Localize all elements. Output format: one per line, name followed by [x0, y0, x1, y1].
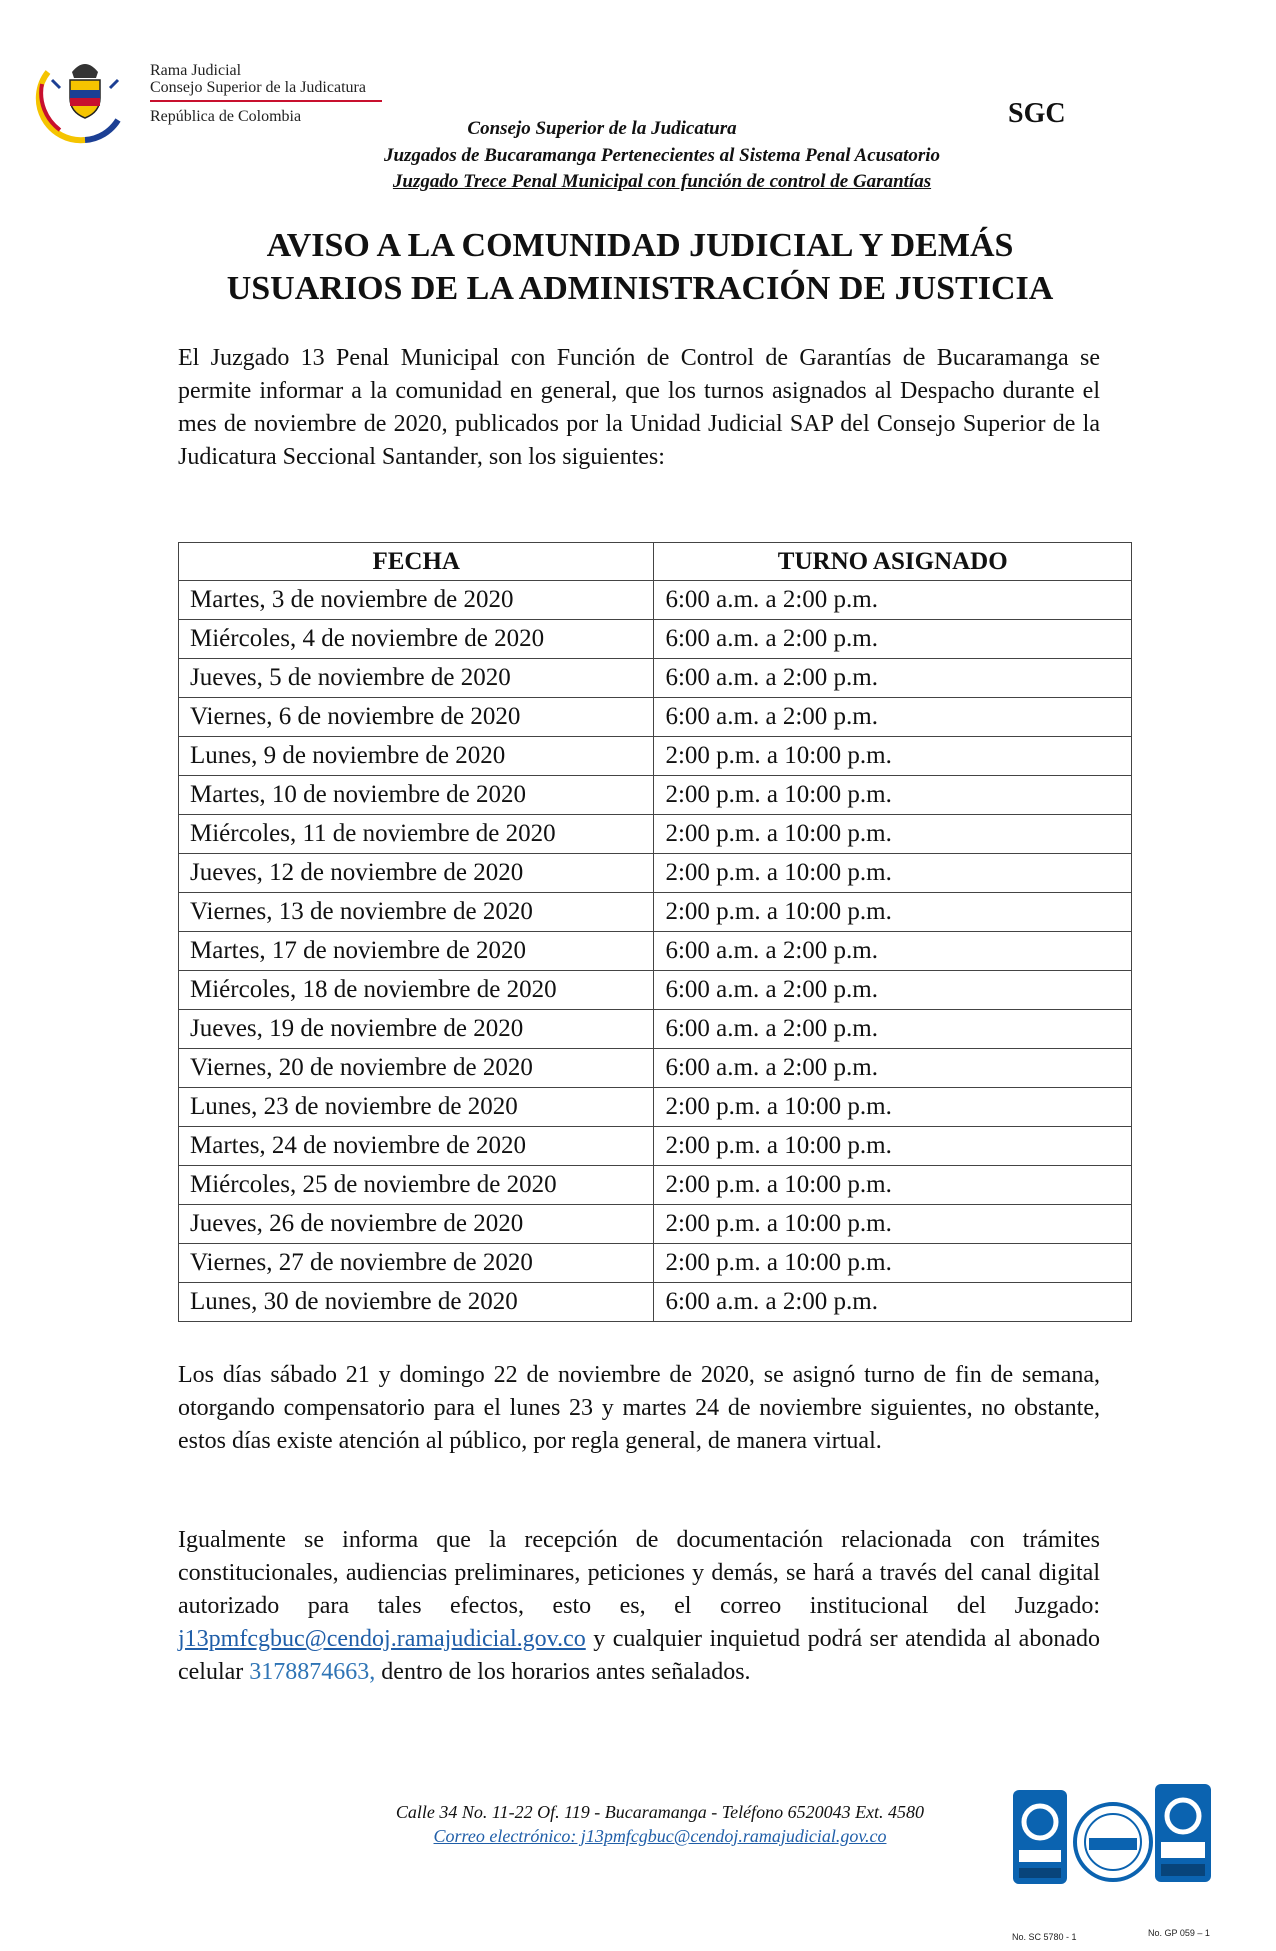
table-row	[179, 1049, 1132, 1088]
table-row	[179, 737, 1132, 776]
fecha-cell: Martes, 24 de noviembre de 2020	[179, 1127, 654, 1166]
fecha-cell: Miércoles, 4 de noviembre de 2020	[179, 620, 654, 659]
fecha-cell: Lunes, 23 de noviembre de 2020	[179, 1088, 654, 1127]
intro-paragraph: El Juzgado 13 Penal Municipal con Función de Control de Garantías de Bucaramanga se permite informar a la comunidad en general, que los turnos asignados al Despacho durante el mes de noviembre de 2020, publicados por la Unidad Judicial SAP del Consejo Superior de la Judicatura Seccional Santander, son los siguientes:	[178, 345, 1100, 470]
fecha-cell: Viernes, 6 de noviembre de 2020	[179, 698, 654, 737]
fecha-cell: Viernes, 13 de noviembre de 2020	[179, 893, 654, 932]
turno-cell: 2:00 p.m. a 10:00 p.m.	[654, 737, 1132, 776]
turno-cell: 2:00 p.m. a 10:00 p.m.	[654, 815, 1132, 854]
header-fecha: FECHA	[179, 543, 654, 581]
footer-address-block	[300, 1800, 1020, 1848]
table-row	[179, 776, 1132, 815]
footer-address: Calle 34 No. 11-22 Of. 119 - Bucaramanga - Teléfono 6520043 Ext. 4580	[395, 1802, 925, 1822]
contact-text-middle: y cualquier inquietud podrá ser atendida al abonado celular	[178, 1626, 1100, 1685]
turno-cell: 6:00 a.m. a 2:00 p.m.	[654, 971, 1132, 1010]
contact-paragraph	[178, 1524, 1100, 1689]
table-row	[179, 893, 1132, 932]
table-row	[179, 1166, 1132, 1205]
org-divider	[150, 100, 382, 102]
table-row	[179, 659, 1132, 698]
table-row	[179, 1244, 1132, 1283]
turno-cell: 2:00 p.m. a 10:00 p.m.	[654, 854, 1132, 893]
fecha-cell: Martes, 10 de noviembre de 2020	[179, 776, 654, 815]
fecha-cell: Viernes, 27 de noviembre de 2020	[179, 1244, 654, 1283]
coat-of-arms-icon	[52, 64, 118, 118]
turno-cell: 6:00 a.m. a 2:00 p.m.	[654, 1010, 1132, 1049]
fecha-cell: Jueves, 12 de noviembre de 2020	[179, 854, 654, 893]
table-row	[179, 1205, 1132, 1244]
contact-text-after: dentro de los horarios antes señalados.	[375, 1659, 751, 1685]
certification-logos	[1005, 1782, 1245, 1942]
table-row	[179, 815, 1132, 854]
footer-email-link[interactable]: Correo electrónico: j13pmfcgbuc@cendoj.ramajudicial.gov.co	[433, 1826, 887, 1846]
fecha-cell: Miércoles, 11 de noviembre de 2020	[179, 815, 654, 854]
org-line-3: República de Colombia	[150, 108, 302, 125]
turno-cell: 2:00 p.m. a 10:00 p.m.	[654, 1166, 1132, 1205]
table-row	[179, 854, 1132, 893]
fecha-cell: Miércoles, 25 de noviembre de 2020	[179, 1166, 654, 1205]
org-line-2: Consejo Superior de la Judicatura	[150, 79, 366, 96]
table-header-row	[179, 543, 1132, 581]
document-title	[140, 224, 1140, 310]
org-line-1: Rama Judicial	[150, 62, 242, 79]
table-row	[179, 698, 1132, 737]
fecha-cell: Jueves, 5 de noviembre de 2020	[179, 659, 654, 698]
fecha-cell: Lunes, 30 de noviembre de 2020	[179, 1283, 654, 1322]
fecha-cell: Martes, 3 de noviembre de 2020	[179, 581, 654, 620]
turno-cell: 2:00 p.m. a 10:00 p.m.	[654, 1244, 1132, 1283]
turno-cell: 2:00 p.m. a 10:00 p.m.	[654, 776, 1132, 815]
turno-cell: 6:00 a.m. a 2:00 p.m.	[654, 620, 1132, 659]
fecha-cell: Lunes, 9 de noviembre de 2020	[179, 737, 654, 776]
iqnet-icon	[1075, 1804, 1151, 1880]
fecha-cell: Viernes, 20 de noviembre de 2020	[179, 1049, 654, 1088]
contact-phone[interactable]: 3178874663,	[249, 1659, 376, 1685]
fecha-cell: Jueves, 26 de noviembre de 2020	[179, 1205, 654, 1244]
table-row	[179, 1010, 1132, 1049]
iso-9001-icon	[1013, 1790, 1067, 1884]
header-line-3: Juzgado Trece Penal Municipal con función de control de Garantías	[392, 171, 932, 192]
turno-cell: 2:00 p.m. a 10:00 p.m.	[654, 1205, 1132, 1244]
table-row	[179, 620, 1132, 659]
contact-email-link[interactable]: j13pmfcgbuc@cendoj.ramajudicial.gov.co	[178, 1626, 586, 1652]
title-line-1: AVISO A LA COMUNIDAD JUDICIAL Y DEMÁS	[266, 227, 1014, 264]
cert-number-2: No. GP 059 – 1	[1148, 1928, 1210, 1938]
schedule-table	[178, 542, 1132, 1322]
turno-cell: 2:00 p.m. a 10:00 p.m.	[654, 1127, 1132, 1166]
cert-number-1: No. SC 5780 - 1	[1012, 1932, 1077, 1942]
table-row	[179, 581, 1132, 620]
schedule-body	[179, 581, 1132, 1322]
header-line-1: Consejo Superior de la Judicatura	[467, 118, 737, 139]
weekend-note-paragraph: Los días sábado 21 y domingo 22 de noviembre de 2020, se asignó turno de fin de semana, otorgando compensatorio para el lunes 23 y martes 24 de noviembre siguientes, no obstante, estos días existe atención al público, por regla general, de manera virtual.	[178, 1362, 1100, 1454]
fecha-cell: Miércoles, 18 de noviembre de 2020	[179, 971, 654, 1010]
turno-cell: 6:00 a.m. a 2:00 p.m.	[654, 581, 1132, 620]
turno-cell: 6:00 a.m. a 2:00 p.m.	[654, 1283, 1132, 1322]
header-turno: TURNO ASIGNADO	[654, 543, 1132, 581]
table-row	[179, 932, 1132, 971]
table-row	[179, 1088, 1132, 1127]
turno-cell: 2:00 p.m. a 10:00 p.m.	[654, 893, 1132, 932]
turno-cell: 6:00 a.m. a 2:00 p.m.	[654, 1049, 1132, 1088]
fecha-cell: Jueves, 19 de noviembre de 2020	[179, 1010, 654, 1049]
turno-cell: 6:00 a.m. a 2:00 p.m.	[654, 698, 1132, 737]
turno-cell: 2:00 p.m. a 10:00 p.m.	[654, 1088, 1132, 1127]
table-row	[179, 1127, 1132, 1166]
contact-text-before: Igualmente se informa que la recepción de documentación relacionada con trámites constitucionales, audiencias preliminares, peticiones y demás, se hará a través del canal digital autorizado para tales efectos, esto es, el correo institucional del Juzgado:	[178, 1527, 1100, 1619]
table-row	[179, 1283, 1132, 1322]
turno-cell: 6:00 a.m. a 2:00 p.m.	[654, 932, 1132, 971]
title-line-2: USUARIOS DE LA ADMINISTRACIÓN DE JUSTICIA	[226, 270, 1054, 307]
sgc-label: SGC	[1008, 98, 1066, 129]
ntcgp-1000-icon	[1155, 1784, 1211, 1882]
turno-cell: 6:00 a.m. a 2:00 p.m.	[654, 659, 1132, 698]
table-row	[179, 971, 1132, 1010]
header-line-2: Juzgados de Bucaramanga Pertenecientes al Sistema Penal Acusatorio	[383, 145, 941, 166]
fecha-cell: Martes, 17 de noviembre de 2020	[179, 932, 654, 971]
